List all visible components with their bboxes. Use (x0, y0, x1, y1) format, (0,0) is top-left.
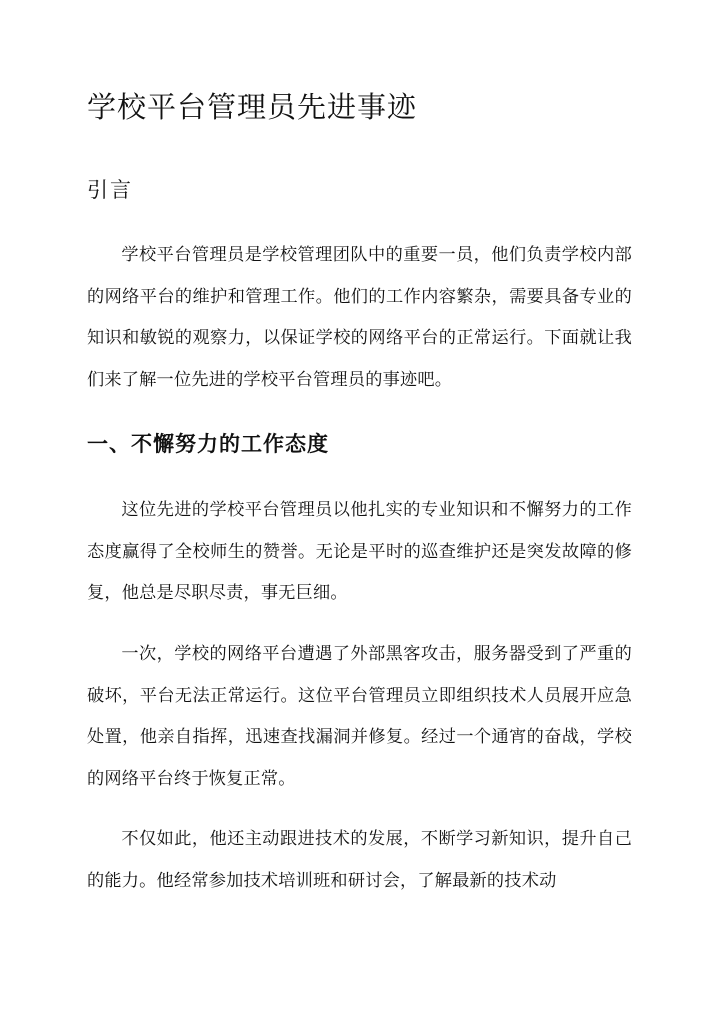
section-heading-work-attitude: 一、不懈努力的工作态度 (87, 431, 329, 456)
work-attitude-paragraph-3: 不仅如此，他还主动跟进技术的发展，不断学习新知识，提升自己的能力。他经常参加技术培训班和研讨会，了解最新的技术动 (87, 829, 632, 891)
document-title: 学校平台管理员先进事迹 (87, 90, 418, 124)
intro-paragraph: 学校平台管理员是学校管理团队中的重要一员，他们负责学校内部的网络平台的维护和管理工作。他们的工作内容繁杂，需要具备专业的知识和敏锐的观察力，以保证学校的网络平台的正常运行。下面就让我们来了解一位先进的学校平台管理员的事迹吧。 (87, 245, 632, 390)
work-attitude-paragraph-1: 这位先进的学校平台管理员以他扎实的专业知识和不懈努力的工作态度赢得了全校师生的赞誉。无论是平时的巡查维护还是突发故障的修复，他总是尽职尽责，事无巨细。 (87, 500, 632, 603)
section-heading-intro: 引言 (87, 178, 133, 202)
work-attitude-paragraph-2: 一次，学校的网络平台遭遇了外部黑客攻击，服务器受到了严重的破坏，平台无法正常运行。这位平台管理员立即组织技术人员展开应急处置，他亲自指挥，迅速查找漏洞并修复。经过一个通宵的奋战，学校的网络平台终于恢复正常。 (87, 644, 632, 789)
